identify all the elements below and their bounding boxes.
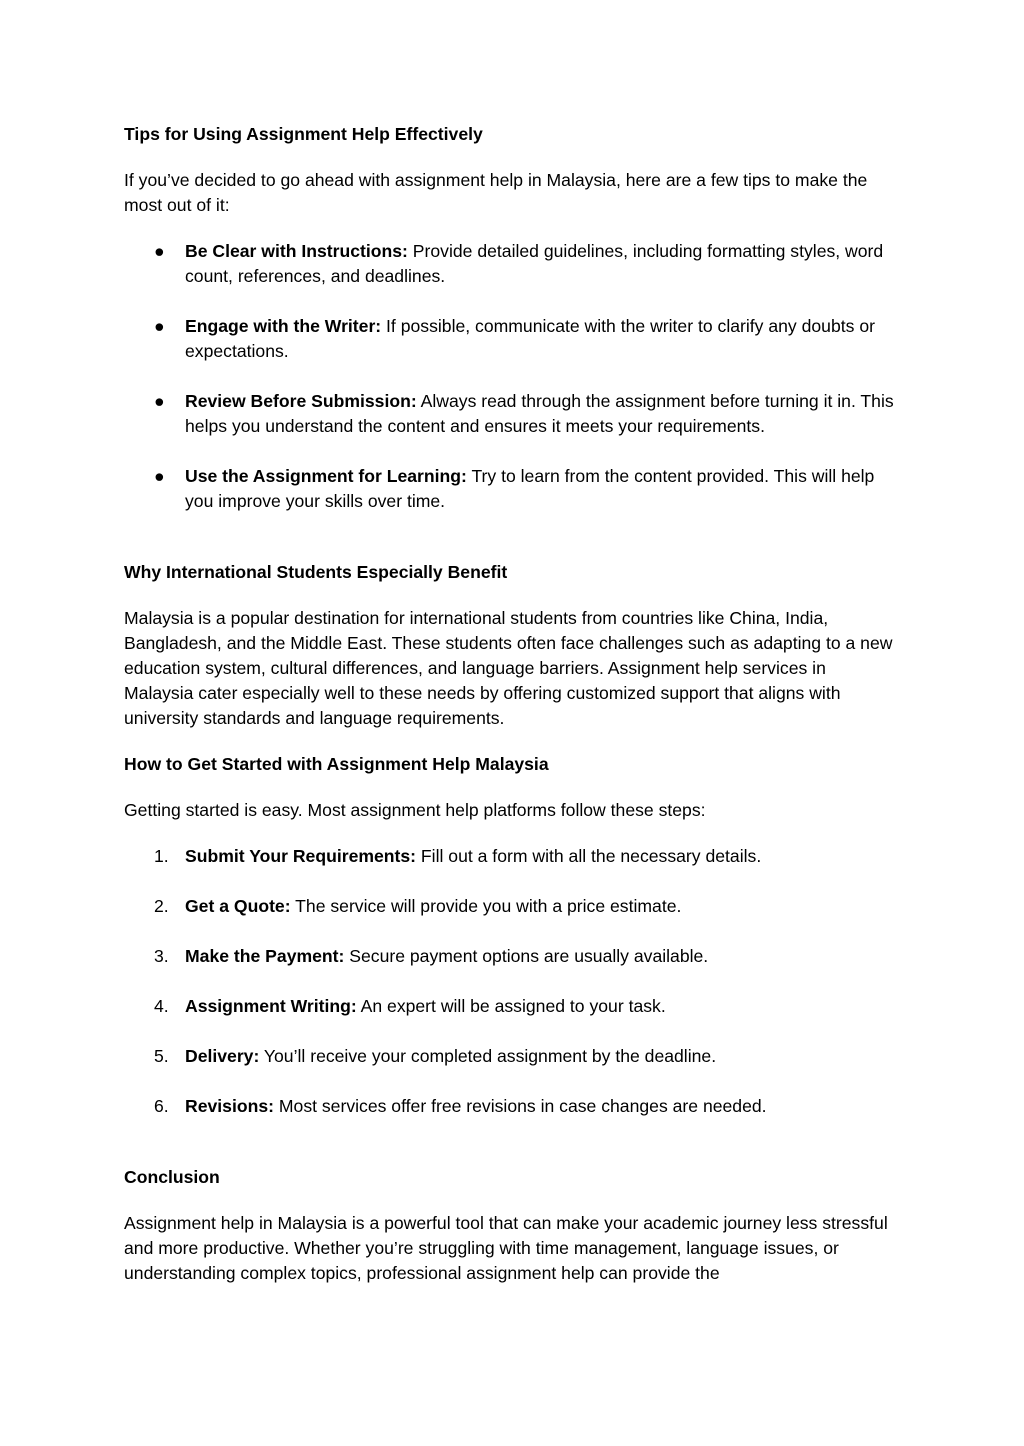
tips-heading: Tips for Using Assignment Help Effectively: [124, 124, 483, 144]
bullet-icon: ●: [154, 316, 165, 336]
step-number: 5.: [154, 1046, 169, 1066]
step-title: Make the Payment:: [185, 946, 345, 966]
list-item: [124, 314, 900, 364]
step-title: Get a Quote:: [185, 896, 291, 916]
list-item: [124, 944, 900, 969]
list-item: [124, 844, 900, 869]
step-title: Delivery:: [185, 1046, 260, 1066]
document-page: [124, 122, 900, 1286]
step-text: Fill out a form with all the necessary details.: [420, 846, 762, 866]
list-item: [124, 994, 900, 1019]
tips-list: [124, 239, 900, 514]
bullet-icon: ●: [154, 241, 165, 261]
started-intro: Getting started is easy. Most assignment help platforms follow these steps:: [124, 800, 706, 820]
list-item: [124, 1094, 900, 1119]
tip-text: Always read through the assignment before turning it in. This helps you understand the content and ensures it meets your requirements.: [185, 391, 894, 436]
bullet-icon: ●: [154, 391, 165, 411]
tip-title: Use the Assignment for Learning:: [185, 466, 467, 486]
step-number: 6.: [154, 1096, 169, 1116]
tip-text: Provide detailed guidelines, including formatting styles, word count, references, and deadlines.: [185, 241, 884, 286]
international-body: Malaysia is a popular destination for international students from countries like China, India, Bangladesh, and the Middle East. These students often face challenges such as adapting to a new education system, cultural differences, and language barriers. Assignment help services in Malaysia cater especially well to these needs by offering customized support that aligns with university standards and language requirements.: [124, 608, 893, 728]
tip-text: Try to learn from the content provided. This will help you improve your skills over time.: [185, 466, 875, 511]
list-item: [124, 389, 900, 439]
step-title: Revisions:: [185, 1096, 274, 1116]
step-text: You’ll receive your completed assignment by the deadline.: [263, 1046, 717, 1066]
tip-title: Engage with the Writer:: [185, 316, 382, 336]
step-title: Submit Your Requirements:: [185, 846, 417, 866]
step-text: Secure payment options are usually available.: [349, 946, 709, 966]
list-item: [124, 1044, 900, 1069]
step-title: Assignment Writing:: [185, 996, 357, 1016]
bullet-icon: ●: [154, 466, 165, 486]
step-number: 4.: [154, 996, 169, 1016]
tip-text: If possible, communicate with the writer to clarify any doubts or expectations.: [185, 316, 875, 361]
list-item: [124, 464, 900, 514]
list-item: [124, 239, 900, 289]
list-item: [124, 894, 900, 919]
conclusion-body: Assignment help in Malaysia is a powerful tool that can make your academic journey less stressful and more productive. Whether you’re struggling with time management, language issues, or understanding complex topics, professional assignment help can provide the: [124, 1213, 888, 1283]
step-number: 2.: [154, 896, 169, 916]
tip-title: Be Clear with Instructions:: [185, 241, 408, 261]
step-number: 1.: [154, 846, 169, 866]
step-text: An expert will be assigned to your task.: [360, 996, 666, 1016]
tips-intro: If you’ve decided to go ahead with assignment help in Malaysia, here are a few tips to make the most out of it:: [124, 170, 868, 215]
international-heading: Why International Students Especially Benefit: [124, 562, 508, 582]
steps-list: [124, 844, 900, 1119]
tip-title: Review Before Submission:: [185, 391, 417, 411]
started-heading: How to Get Started with Assignment Help Malaysia: [124, 754, 549, 774]
step-number: 3.: [154, 946, 169, 966]
step-text: Most services offer free revisions in case changes are needed.: [278, 1096, 767, 1116]
conclusion-heading: Conclusion: [124, 1167, 220, 1187]
step-text: The service will provide you with a price estimate.: [295, 896, 682, 916]
